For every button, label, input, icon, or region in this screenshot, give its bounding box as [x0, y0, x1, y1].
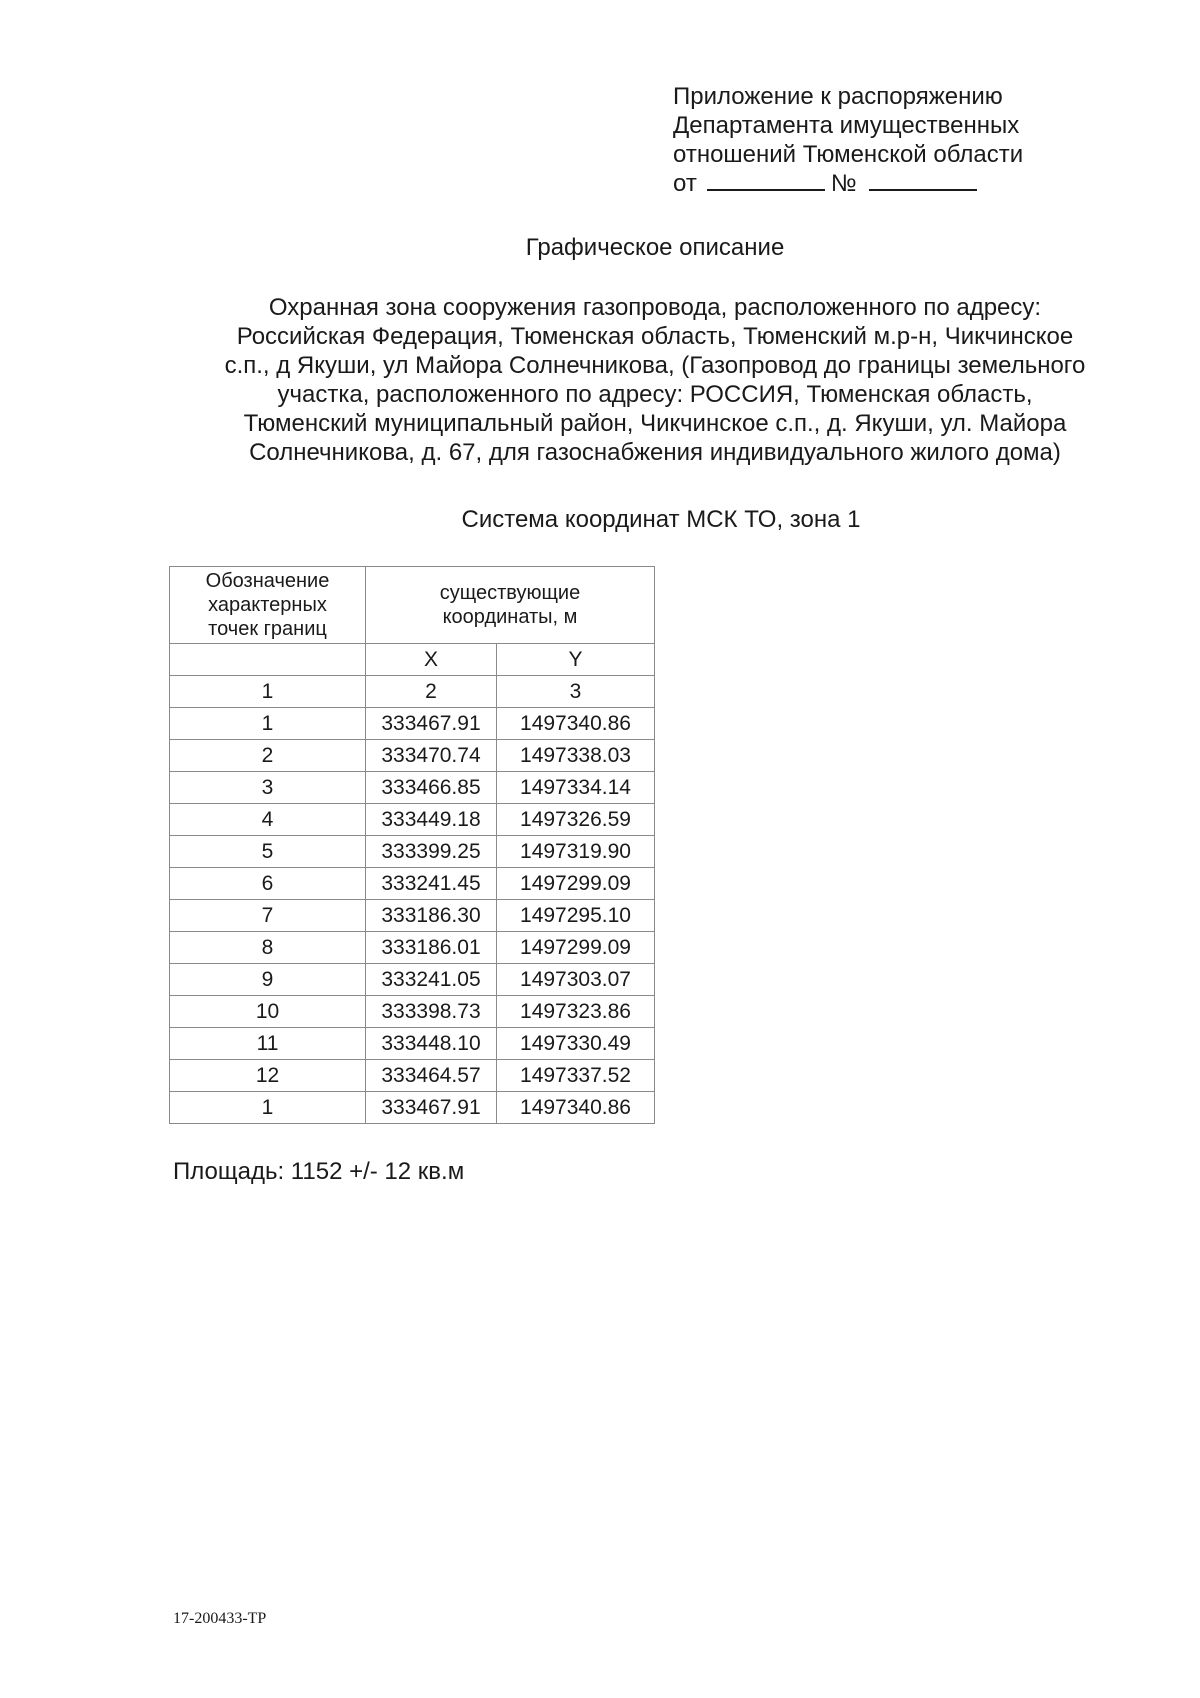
appendix-date-number-line [673, 169, 1023, 198]
y-coordinate-cell: 1497340.86 [497, 708, 655, 740]
table-row [170, 804, 655, 836]
coordinates-table [169, 566, 655, 1124]
zone-description-line: участка, расположенного по адресу: РОССИЯ, Тюменская область, [277, 381, 1033, 408]
y-coordinate-cell: 1497338.03 [497, 740, 655, 772]
document-title: Графическое описание [525, 234, 785, 261]
subheader-x-cell: X [366, 644, 497, 676]
table-row [170, 740, 655, 772]
zone-description-line: Тюменский муниципальный район, Чикчинское с.п., д. Якуши, ул. Майора [243, 410, 1067, 437]
header-coords-line: существующие [439, 582, 581, 604]
subheader-points-cell [170, 644, 366, 676]
point-cell: 5 [170, 836, 366, 868]
point-cell: 2 [170, 740, 366, 772]
x-coordinate-cell: 333449.18 [366, 804, 497, 836]
point-cell: 3 [170, 772, 366, 804]
table-subheader-row [170, 644, 655, 676]
zone-description [160, 293, 1150, 467]
y-coordinate-cell: 1497340.86 [497, 1092, 655, 1124]
number-label: № [830, 170, 857, 197]
x-coordinate-cell: 333470.74 [366, 740, 497, 772]
coordinate-system: Система координат МСК ТО, зона 1 [461, 506, 861, 533]
x-coordinate-cell: 333467.91 [366, 1092, 497, 1124]
y-coordinate-cell: 1497299.09 [497, 932, 655, 964]
table-row [170, 1028, 655, 1060]
x-coordinate-cell: 333399.25 [366, 836, 497, 868]
y-coordinate-cell: 1497299.09 [497, 868, 655, 900]
table-header-row [170, 567, 655, 644]
column-numbers-row [170, 676, 655, 708]
appendix-block [673, 82, 1023, 198]
zone-description-line: Охранная зона сооружения газопровода, расположенного по адресу: [268, 294, 1042, 321]
point-cell: 6 [170, 868, 366, 900]
y-coordinate-cell: 1497326.59 [497, 804, 655, 836]
header-coords-line: координаты, м [442, 606, 578, 628]
table-row [170, 900, 655, 932]
x-coordinate-cell: 333398.73 [366, 996, 497, 1028]
table-row [170, 932, 655, 964]
x-coordinate-cell: 333464.57 [366, 1060, 497, 1092]
header-coords-cell [366, 567, 655, 644]
table-row [170, 996, 655, 1028]
y-coordinate-cell: 1497334.14 [497, 772, 655, 804]
x-coordinate-cell: 333186.30 [366, 900, 497, 932]
column-number-cell: 1 [170, 676, 366, 708]
table-row [170, 836, 655, 868]
column-number-cell: 3 [497, 676, 655, 708]
point-cell: 11 [170, 1028, 366, 1060]
y-coordinate-cell: 1497323.86 [497, 996, 655, 1028]
x-coordinate-cell: 333241.45 [366, 868, 497, 900]
x-coordinate-cell: 333467.91 [366, 708, 497, 740]
column-number-cell: 2 [366, 676, 497, 708]
point-cell: 9 [170, 964, 366, 996]
zone-description-line: с.п., д Якуши, ул Майора Солнечникова, (Газопровод до границы земельного [224, 352, 1086, 379]
table-row [170, 964, 655, 996]
table-row [170, 868, 655, 900]
y-coordinate-cell: 1497303.07 [497, 964, 655, 996]
point-cell: 4 [170, 804, 366, 836]
table-row [170, 1092, 655, 1124]
y-coordinate-cell: 1497295.10 [497, 900, 655, 932]
x-coordinate-cell: 333466.85 [366, 772, 497, 804]
header-points-cell [170, 567, 366, 644]
number-blank [869, 169, 977, 191]
point-cell: 8 [170, 932, 366, 964]
table-row [170, 708, 655, 740]
appendix-line-3: отношений Тюменской области [673, 141, 1024, 168]
zone-description-line: Российская Федерация, Тюменская область, Тюменский м.р-н, Чикчинское [236, 323, 1074, 350]
appendix-line-1: Приложение к распоряжению [673, 83, 1003, 110]
date-label: от [673, 170, 697, 197]
area-value: Площадь: 1152 +/- 12 кв.м [173, 1158, 465, 1185]
point-cell: 12 [170, 1060, 366, 1092]
zone-description-line: Солнечникова, д. 67, для газоснабжения индивидуального жилого дома) [249, 439, 1061, 466]
appendix-line-2: Департамента имущественных [673, 112, 1020, 139]
point-cell: 10 [170, 996, 366, 1028]
y-coordinate-cell: 1497330.49 [497, 1028, 655, 1060]
point-cell: 1 [170, 1092, 366, 1124]
header-points-line: Обозначение [205, 570, 330, 592]
point-cell: 7 [170, 900, 366, 932]
x-coordinate-cell: 333186.01 [366, 932, 497, 964]
point-cell: 1 [170, 708, 366, 740]
document-code: 17-200433-ТР [173, 1610, 267, 1627]
subheader-y-cell: Y [497, 644, 655, 676]
table-row [170, 1060, 655, 1092]
header-points-line: точек границ [208, 618, 327, 640]
header-points-line: характерных [208, 594, 327, 616]
x-coordinate-cell: 333448.10 [366, 1028, 497, 1060]
x-coordinate-cell: 333241.05 [366, 964, 497, 996]
y-coordinate-cell: 1497319.90 [497, 836, 655, 868]
table-row [170, 772, 655, 804]
date-blank [707, 169, 825, 191]
y-coordinate-cell: 1497337.52 [497, 1060, 655, 1092]
